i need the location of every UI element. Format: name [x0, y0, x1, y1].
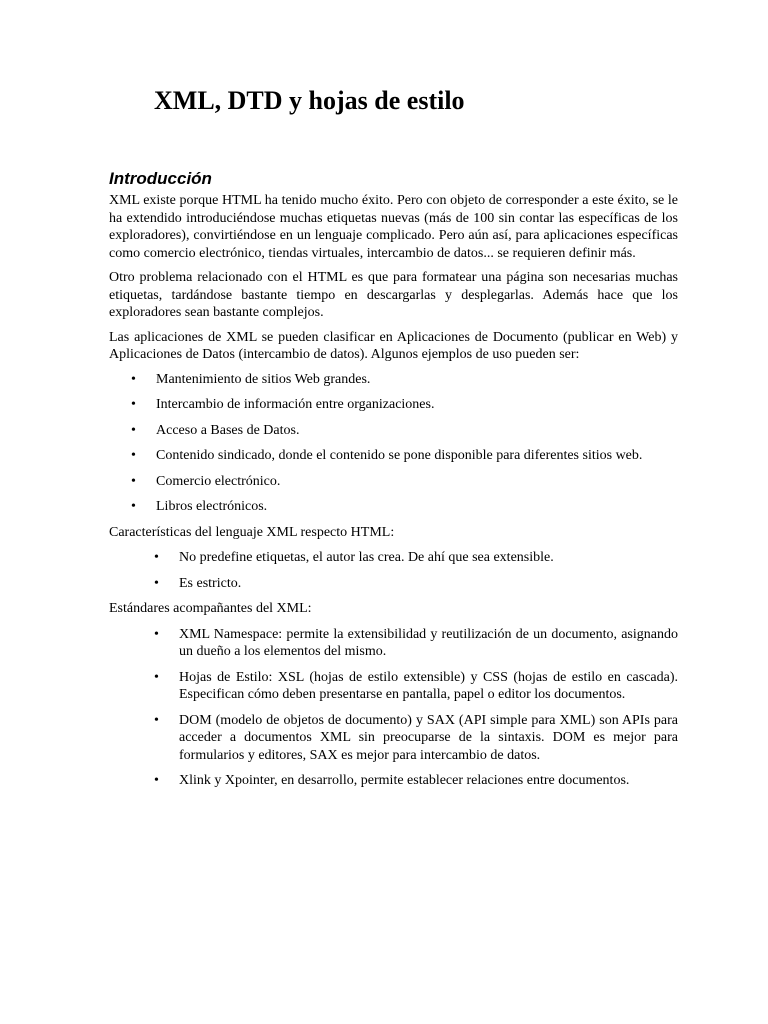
- bullet-icon: •: [131, 499, 136, 514]
- list-item: • Comercio electrónico.: [131, 473, 281, 489]
- bullet-icon: •: [131, 422, 136, 438]
- bullet-icon: •: [154, 669, 159, 685]
- bullet-icon: •: [131, 473, 136, 489]
- list-item: • XML Namespace: permite la extensibilidad y reutilización de un documento, asignando un dueño a los elementos del mismo.: [154, 626, 678, 659]
- list-item: • No predefine etiquetas, el autor las crea. De ahí que sea extensible.: [154, 550, 554, 565]
- paragraph-2: Otro problema relacionado con el HTML es que para formatear una página son necesarias muchas etiquetas, tardándose bastante tiempo en descargarlas y desplegarlas. Además hace que los exploradores sean bastante complejos.: [109, 270, 678, 320]
- standards-heading: Estándares acompañantes del XML:: [109, 601, 312, 616]
- bullet-icon: •: [154, 550, 159, 565]
- list-item: • DOM (modelo de objetos de documento) y SAX (API simple para XML) son APIs para acceder a documentos XML sin preocuparse de la sintaxis. DOM es mejor para formularios y editores, SAX es mejor para intercambio de datos.: [154, 712, 678, 763]
- page-title: XML, DTD y hojas de estilo: [154, 86, 465, 115]
- list-item: • Mantenimiento de sitios Web grandes.: [131, 371, 371, 387]
- paragraph-1: XML existe porque HTML ha tenido mucho éxito. Pero con objeto de corresponder a este éxito, se le ha extendido introduciéndose muchas etiquetas nuevas (más de 100 sin contar las específicas de los exploradores), convirtiéndose en un lenguaje complicado. Pero aún así, para aplicaciones específicas como comercio electrónico, tiendas virtuales, intercambio de datos... se requieren definir más.: [109, 193, 678, 261]
- list-item: • Acceso a Bases de Datos.: [131, 422, 300, 438]
- document-body: [109, 192, 678, 798]
- bullet-icon: •: [154, 773, 159, 788]
- bullet-icon: •: [154, 575, 159, 591]
- list-item: • Contenido sindicado, donde el contenido se pone disponible para diferentes sitios web.: [131, 448, 643, 463]
- list-item: • Es estricto.: [154, 575, 242, 591]
- bullet-icon: •: [154, 712, 159, 728]
- list-item: • Xlink y Xpointer, en desarrollo, permite establecer relaciones entre documentos.: [154, 773, 630, 788]
- characteristics-heading: Características del lenguaje XML respecto HTML:: [109, 524, 395, 540]
- bullet-icon: •: [131, 448, 136, 463]
- list-item: • Intercambio de información entre organizaciones.: [131, 397, 435, 412]
- standards-list: [154, 626, 678, 790]
- bullet-icon: •: [131, 371, 136, 387]
- bullet-icon: •: [154, 626, 159, 642]
- list-item: • Libros electrónicos.: [131, 499, 268, 514]
- list-item: • Hojas de Estilo: XSL (hojas de estilo extensible) y CSS (hojas de estilo en cascada). Especifican cómo deben presentarse en pantalla, papel o editor los documentos.: [154, 669, 678, 702]
- bullet-icon: •: [131, 397, 136, 412]
- paragraph-3: Las aplicaciones de XML se pueden clasificar en Aplicaciones de Documento (publicar en Web) y Aplicaciones de Datos (intercambio de datos). Algunos ejemplos de uso pueden ser:: [109, 329, 678, 362]
- examples-list: [131, 371, 678, 516]
- characteristics-list: [154, 549, 678, 592]
- section-heading-introduccion: Introducción: [109, 169, 212, 188]
